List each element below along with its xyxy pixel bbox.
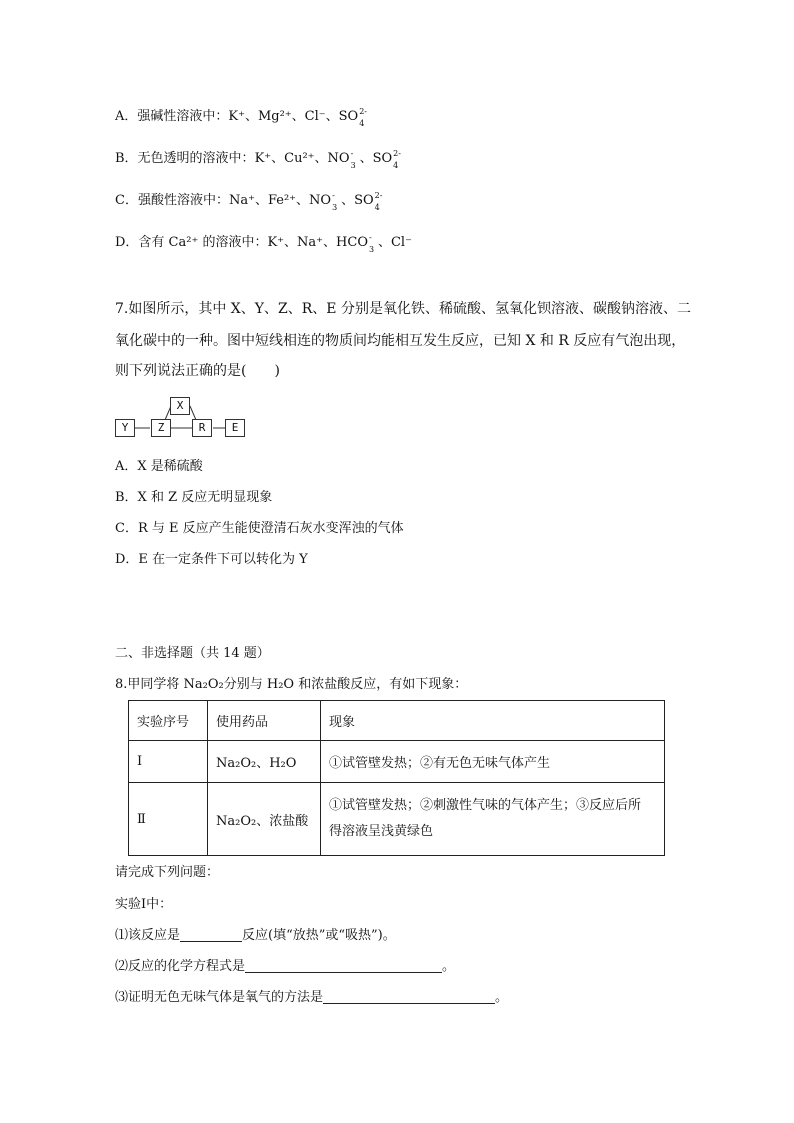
experiment-table [128, 700, 665, 856]
q8-sub3: ⑶证明无色无味气体是氧气的方法是 。 [115, 990, 509, 1005]
table-cell: ①试管壁发热；②刺激性气味的气体产生；③反应后所 得溶液呈浅黄绿色 [321, 783, 665, 856]
table-header: 实验序号 [129, 701, 208, 741]
node-z: Z [151, 419, 171, 437]
answer-blank-2[interactable] [245, 958, 442, 973]
q7-line1: 7.如图所示，其中 X、Y、Z、R、E 分别是氧化铁、稀硫酸、氢氧化钡溶液、碳酸钠溶液、二 [115, 301, 691, 317]
table-row [129, 783, 665, 856]
sulfate-subsup: 2- 4 [359, 107, 367, 128]
q7-option-d: D．E 在一定条件下可以转化为 Y [115, 552, 308, 567]
q7-line3: 则下列说法正确的是( ) [115, 363, 280, 379]
node-e: E [225, 419, 245, 437]
q7-option-c: C．R 与 E 反应产生能使澄清石灰水变浑浊的气体 [115, 521, 404, 536]
reaction-diagram [113, 394, 248, 438]
table-cell: Ⅱ [129, 783, 208, 856]
option-b: B．无色透明的溶液中：K⁺、Cu²⁺、NO - 3 、SO 2- 4 [115, 149, 401, 170]
option-a-text: A．强碱性溶液中： [115, 109, 229, 124]
q7-line2: 氧化碳中的一种。图中短线相连的物质间均能相互发生反应，已知 X 和 R 反应有气泡出现， [115, 333, 686, 349]
q8-sub1: ⑴该反应是 反应(填“放热”或“吸热”)。 [115, 928, 396, 943]
table-cell: Ⅰ [129, 741, 208, 783]
option-d: D．含有 Ca²⁺ 的溶液中：K⁺、Na⁺、HCO - 3 、Cl⁻ [115, 233, 412, 254]
answer-blank-3[interactable] [323, 989, 495, 1004]
table-cell: ①试管壁发热；②有无色无味气体产生 [321, 741, 665, 783]
answer-blank-1[interactable] [180, 927, 242, 942]
q8-prompt: 请完成下列问题： [115, 865, 220, 880]
q8-exp1: 实验Ⅰ中： [115, 897, 173, 912]
table-cell: Na₂O₂、浓盐酸 [208, 783, 321, 856]
node-y: Y [115, 419, 135, 437]
table-cell: Na₂O₂、H₂O [208, 741, 321, 783]
node-r: R [192, 419, 212, 437]
table-header: 使用药品 [208, 701, 321, 741]
option-a: A．强碱性溶液中：K⁺、Mg²⁺、Cl⁻、SO 2- 4 [115, 107, 367, 128]
q8-sub2: ⑵反应的化学方程式是 。 [115, 959, 456, 974]
section-heading: 二、非选择题（共 14 题） [115, 646, 270, 661]
option-c: C．强酸性溶液中：Na⁺、Fe²⁺、NO - 3 、SO 2- 4 [115, 191, 383, 212]
q8-intro: 8.甲同学将 Na₂O₂分别与 H₂O 和浓盐酸反应，有如下现象： [115, 677, 468, 692]
table-row [129, 741, 665, 783]
table-header: 现象 [321, 701, 665, 741]
table-header-row [129, 701, 665, 741]
node-x: X [170, 397, 190, 415]
q7-option-a: A．X 是稀硫酸 [115, 459, 203, 474]
q7-option-b: B．X 和 Z 反应无明显现象 [115, 490, 273, 505]
